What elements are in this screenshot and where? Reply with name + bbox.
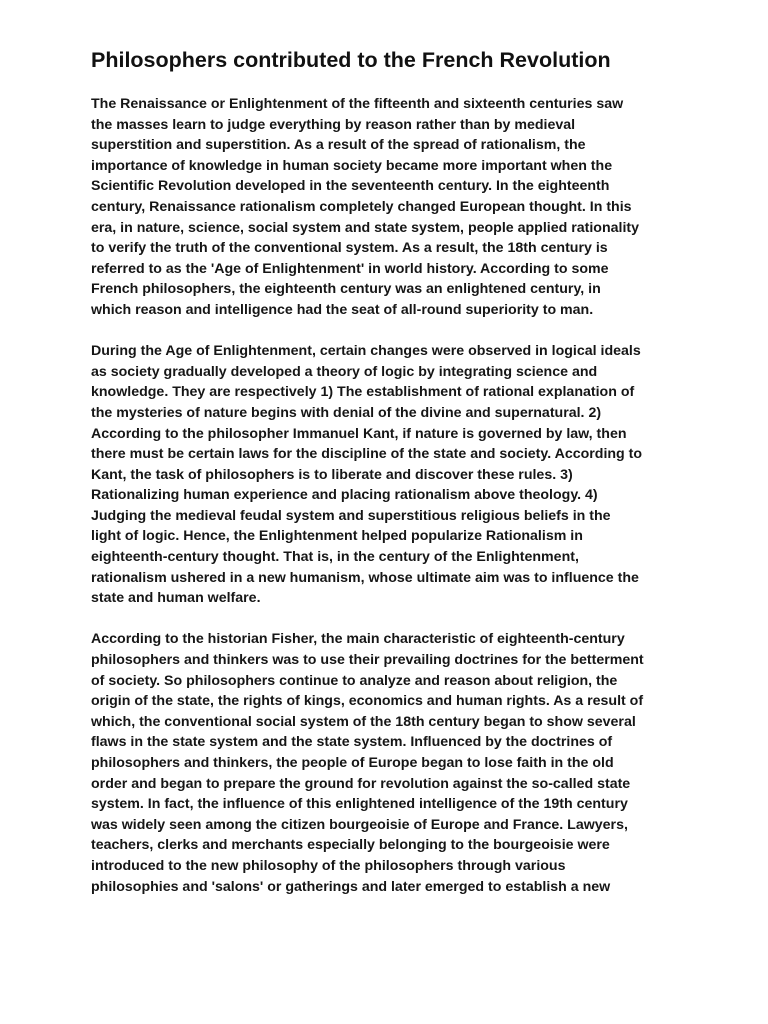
text-line: Scientific Revolution developed in the seventeenth century. In the eighteenth	[91, 178, 610, 195]
text-line: there must be certain laws for the discipline of the state and society. According to	[91, 446, 643, 463]
paragraph	[91, 94, 682, 321]
text-line: was widely seen among the citizen bourgeoisie of Europe and France. Lawyers,	[91, 816, 628, 833]
text-line: Judging the medieval feudal system and superstitious religious beliefs in the	[91, 507, 611, 524]
text-line: According to the historian Fisher, the main characteristic of eighteenth-century	[91, 631, 625, 648]
text-line: philosophers and thinkers was to use their prevailing doctrines for the betterment	[91, 652, 644, 669]
text-line: teachers, clerks and merchants especially belonging to the bourgeoisie were	[91, 837, 610, 854]
text-line: Kant, the task of philosophers is to liberate and discover these rules. 3)	[91, 466, 573, 483]
text-line: According to the philosopher Immanuel Kant, if nature is governed by law, then	[91, 425, 627, 442]
text-line: state and human welfare.	[91, 590, 261, 607]
text-line: referred to as the 'Age of Enlightenment' in world history. According to some	[91, 260, 609, 277]
text-line: light of logic. Hence, the Enlightenment helped popularize Rationalism in	[91, 528, 583, 545]
text-line: French philosophers, the eighteenth century was an enlightened century, in	[91, 281, 601, 298]
text-line: which, the conventional social system of the 18th century began to show several	[91, 713, 636, 730]
text-line: Rationalizing human experience and placing rationalism above theology. 4)	[91, 487, 598, 504]
document-body	[91, 94, 682, 897]
text-line: as society gradually developed a theory of logic by integrating science and	[91, 363, 598, 380]
text-line: rationalism ushered in a new humanism, whose ultimate aim was to influence the	[91, 569, 639, 586]
text-line: the masses learn to judge everything by reason rather than by medieval	[91, 116, 576, 133]
text-line: of society. So philosophers continue to analyze and reason about religion, the	[91, 672, 618, 689]
text-line: era, in nature, science, social system and state system, people applied rationality	[91, 219, 640, 236]
page-title: Philosophers contributed to the French Revolution	[91, 48, 611, 72]
text-line: which reason and intelligence had the seat of all-round superiority to man.	[91, 301, 594, 318]
text-line: the mysteries of nature begins with denial of the divine and supernatural. 2)	[91, 404, 602, 421]
paragraph	[91, 629, 682, 897]
text-line: philosophies and 'salons' or gatherings and later emerged to establish a new	[91, 878, 611, 895]
text-line: The Renaissance or Enlightenment of the fifteenth and sixteenth centuries saw	[91, 96, 624, 112]
text-line: to verify the truth of the conventional system. As a result, the 18th century is	[91, 240, 608, 257]
text-line: system. In fact, the influence of this enlightened intelligence of the 19th century	[91, 796, 628, 813]
paragraph	[91, 341, 682, 609]
text-line: philosophers and thinkers, the people of Europe began to lose faith in the old	[91, 755, 614, 771]
text-line: importance of knowledge in human society became more important when the	[91, 157, 613, 174]
text-line: knowledge. They are respectively 1) The establishment of rational explanation of	[91, 384, 635, 401]
text-line: century, Renaissance rationalism completely changed European thought. In this	[91, 198, 632, 215]
text-line: eighteenth-century thought. That is, in the century of the Enlightenment,	[91, 549, 579, 566]
text-line: introduced to the new philosophy of the philosophers through various	[91, 857, 566, 874]
text-line: origin of the state, the rights of kings, economics and human rights. As a result of	[91, 693, 644, 710]
text-line: superstition and superstition. As a result of the spread of rationalism, the	[91, 137, 586, 154]
text-line: During the Age of Enlightenment, certain changes were observed in logical ideals	[91, 343, 641, 360]
text-line: order and began to prepare the ground for revolution against the so-called state	[91, 775, 631, 792]
text-line: flaws in the state system and the state system. Influenced by the doctrines of	[91, 734, 613, 751]
